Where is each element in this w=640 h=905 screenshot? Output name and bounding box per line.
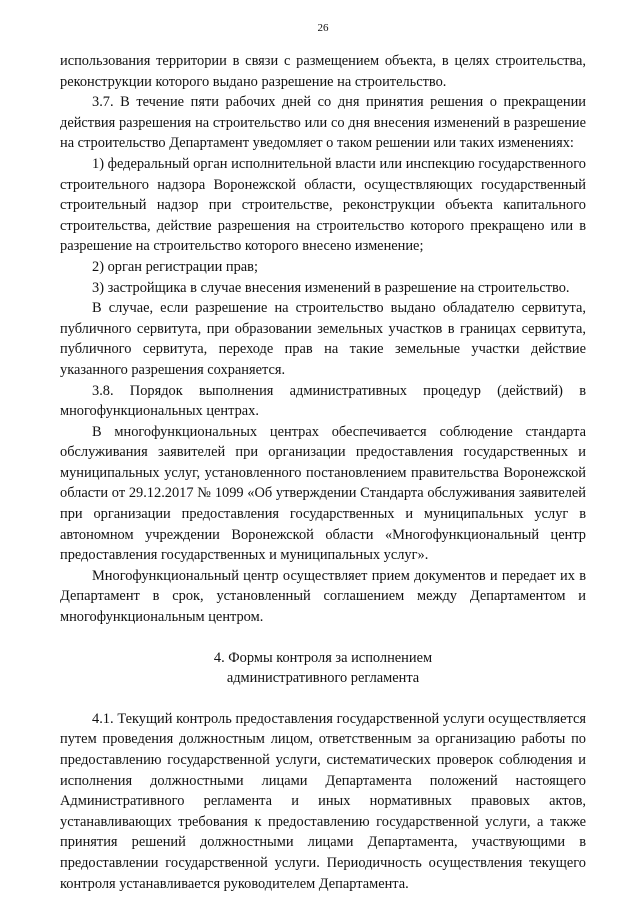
page-number: 26	[317, 22, 329, 34]
paragraph-mfc-standard: В многофункциональных центрах обеспечивается соблюдение стандарта обслуживания заявителей при организации предоставления государственных и муниципальных услуг, установленного постановлением правительства Воронежской области от 29.12.2017 № 1099 «Об утверждении Стандарта обслуживания заявителей при организации предоставления государственных и муниципальных услуг в автономном учреждении Воронежской области «Многофункциональный центр предоставления государственных и муниципальных услуг».	[60, 423, 586, 564]
section-heading	[60, 648, 586, 689]
paragraph-continuation: использования территории в связи с размещением объекта, в целях строительства, реконструкции которого выдано разрешение на строительство.	[60, 53, 586, 90]
section-heading-line-1: 4. Формы контроля за исполнением	[213, 649, 433, 666]
list-item-1: 1) федеральный орган исполнительной власти или инспекцию государственного строительного надзора Воронежской области, осуществляющих государственный строительный надзор при строительстве, реконструкции объекта капитального строительства, действие разрешения на строительство которого прекращено или в разрешение на строительство которого внесено изменение;	[60, 155, 586, 255]
paragraph-mfc-documents: Многофункциональный центр осуществляет прием документов и передает их в Департамент в срок, установленный соглашением между Департаментом и многофункциональным центром.	[60, 567, 586, 626]
paragraph-3-7: 3.7. В течение пяти рабочих дней со дня принятия решения о прекращении действия разрешения на строительство или со дня внесения изменений в разрешение на строительство Департамент уведомляет о таком решении или таких изменениях:	[60, 94, 586, 152]
document-body	[60, 51, 586, 894]
section-heading-line-2: административного регламента	[226, 670, 420, 687]
list-item-3: 3) застройщика в случае внесения изменений в разрешение на строительство.	[92, 279, 570, 296]
paragraph-3-8: 3.8. Порядок выполнения административных процедур (действий) в многофункциональных центрах.	[60, 382, 586, 420]
list-item-2: 2) орган регистрации прав;	[92, 258, 258, 275]
paragraph-servitude: В случае, если разрешение на строительство выдано обладателю сервитута, публичного сервитута, при образовании земельных участков в границах сервитута, публичного сервитута, переходе прав на такие земельные участки действие указанного разрешения сохраняется.	[60, 300, 586, 378]
document-page	[60, 0, 586, 905]
paragraph-4-1: 4.1. Текущий контроль предоставления государственной услуги осуществляется путем проведения должностным лицом, ответственным за организацию работы по предоставлению государственной услуги, систематических проверок соблюдения и исполнения должностными лицами Департамента положений настоящего Административного регламента и иных нормативных правовых актов, устанавливающих требования к предоставлению государственной услуги, а также принятия решений должностными лицами Департамента, участвующими в предоставлении государственной услуги. Периодичность осуществления текущего контроля устанавливается руководителем Департамента.	[60, 710, 586, 892]
